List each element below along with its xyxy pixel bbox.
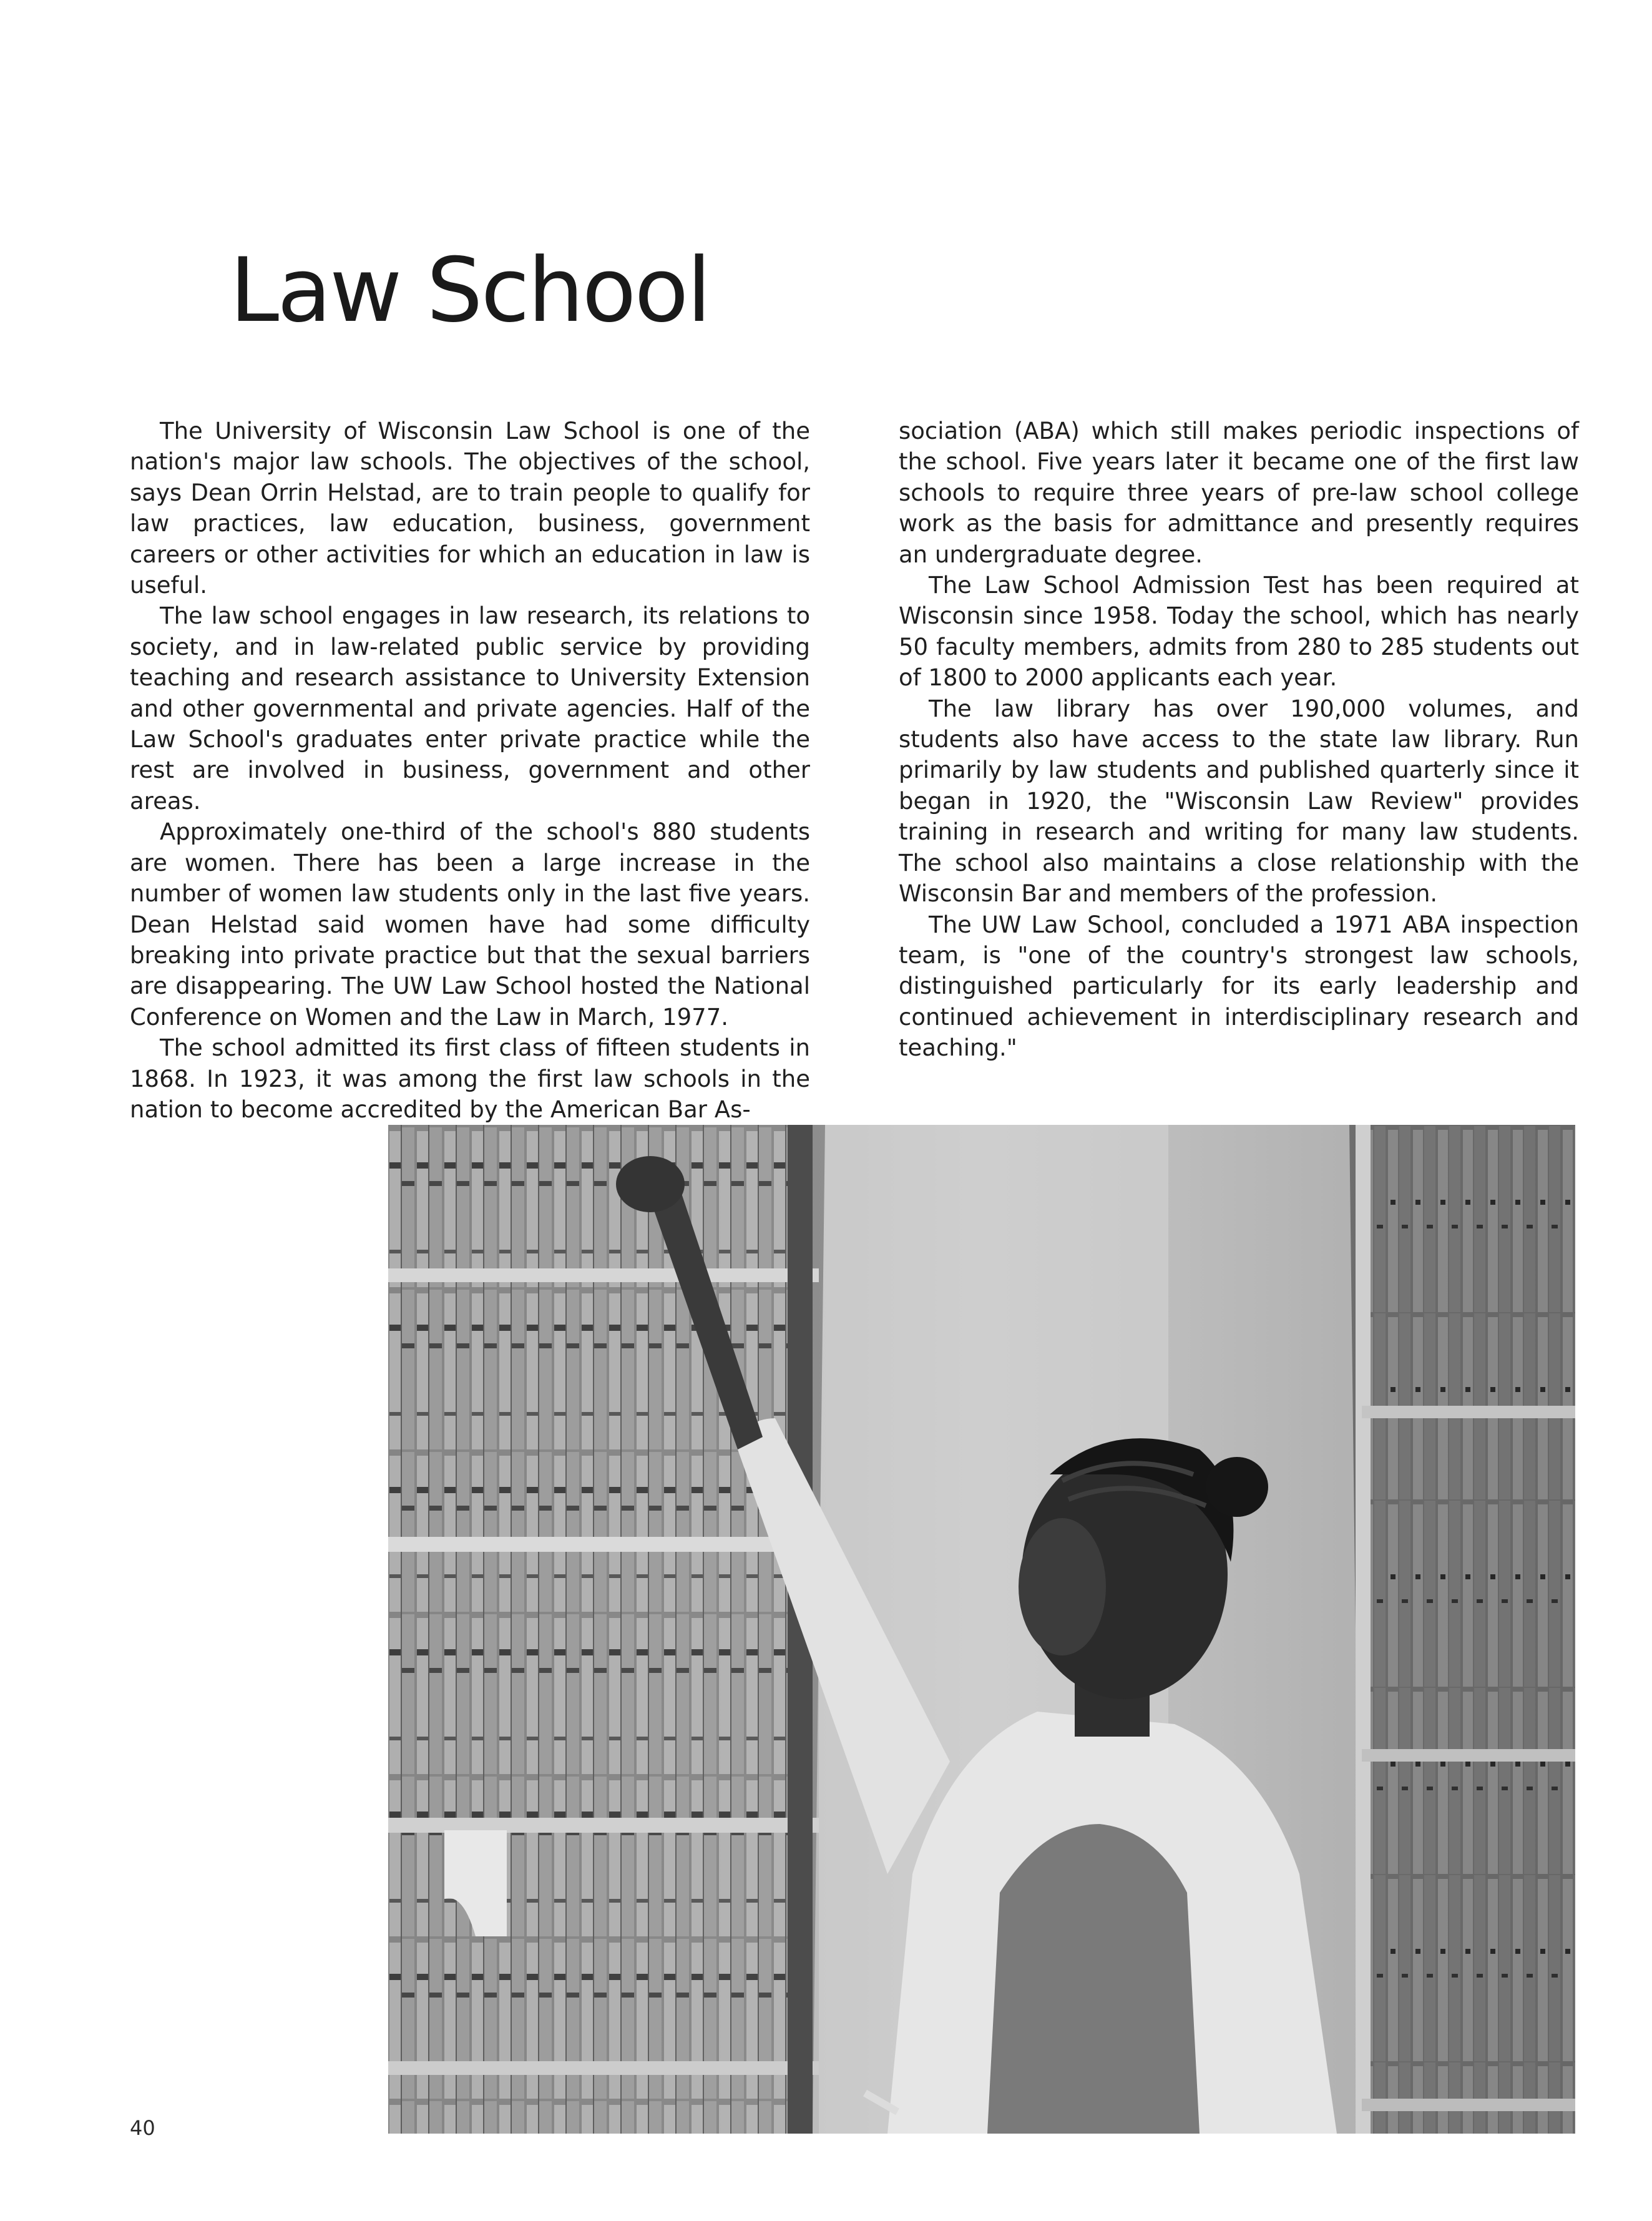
article-column-right <box>899 416 1579 1064</box>
paragraph: The law library has over 190,000 volumes, and students also have access to the state law library. Run primarily by law students and published quarterly since it began in 1920, the "Wisconsin Law Review" provides training in research and writing for many law students. The school also maintains a close relationship with the Wisconsin Bar and members of the profession. <box>899 695 1579 908</box>
library-photo-illustration <box>388 1125 1575 2134</box>
paragraph: The school admitted its first class of fifteen students in 1868. In 1923, it was among the first law schools in the nation to become accredited by the American Bar As- <box>130 1034 810 1123</box>
article-column-left <box>130 416 810 1125</box>
paragraph-continuation: sociation (ABA) which still makes periodic inspections of the school. Five years later it became one of the first law schools to require three years of pre-law school college work as the basis for admittance and presently requires an undergraduate degree. <box>899 418 1579 568</box>
paragraph: The Law School Admission Test has been required at Wisconsin since 1958. Today the school, which has nearly 50 faculty members, admits from 280 to 285 students out of 1800 to 2000 applicants each year. <box>899 572 1579 692</box>
paragraph: Approximately one-third of the school's 880 students are women. There has been a large increase in the number of women law students only in the last five years. Dean Helstad said women have had some difficulty breaking into private practice but that the sexual barriers are disappearing. The UW Law School hosted the National Conference on Women and the Law in March, 1977. <box>130 818 810 1031</box>
paragraph: The UW Law School, concluded a 1971 ABA inspection team, is "one of the country's strongest law schools, distinguished particularly for its early leadership and continued achievement in interdisciplinary research and teaching." <box>899 911 1579 1062</box>
page-title: Law School <box>230 239 710 342</box>
paragraph: The University of Wisconsin Law School is one of the nation's major law schools. The objectives of the school, says Dean Orrin Helstad, are to train people to qualify for law practices, law education, business, government careers or other activities for which an education in law is useful. <box>130 418 810 599</box>
page-number: 40 <box>130 2116 155 2140</box>
paragraph: The law school engages in law research, its relations to society, and in law-related public service by providing teaching and research assistance to University Extension and other governmental and private agencies. Half of the Law School's graduates enter private practice while the rest are involved in business, government and other areas. <box>130 602 810 815</box>
library-photo <box>388 1125 1575 2134</box>
